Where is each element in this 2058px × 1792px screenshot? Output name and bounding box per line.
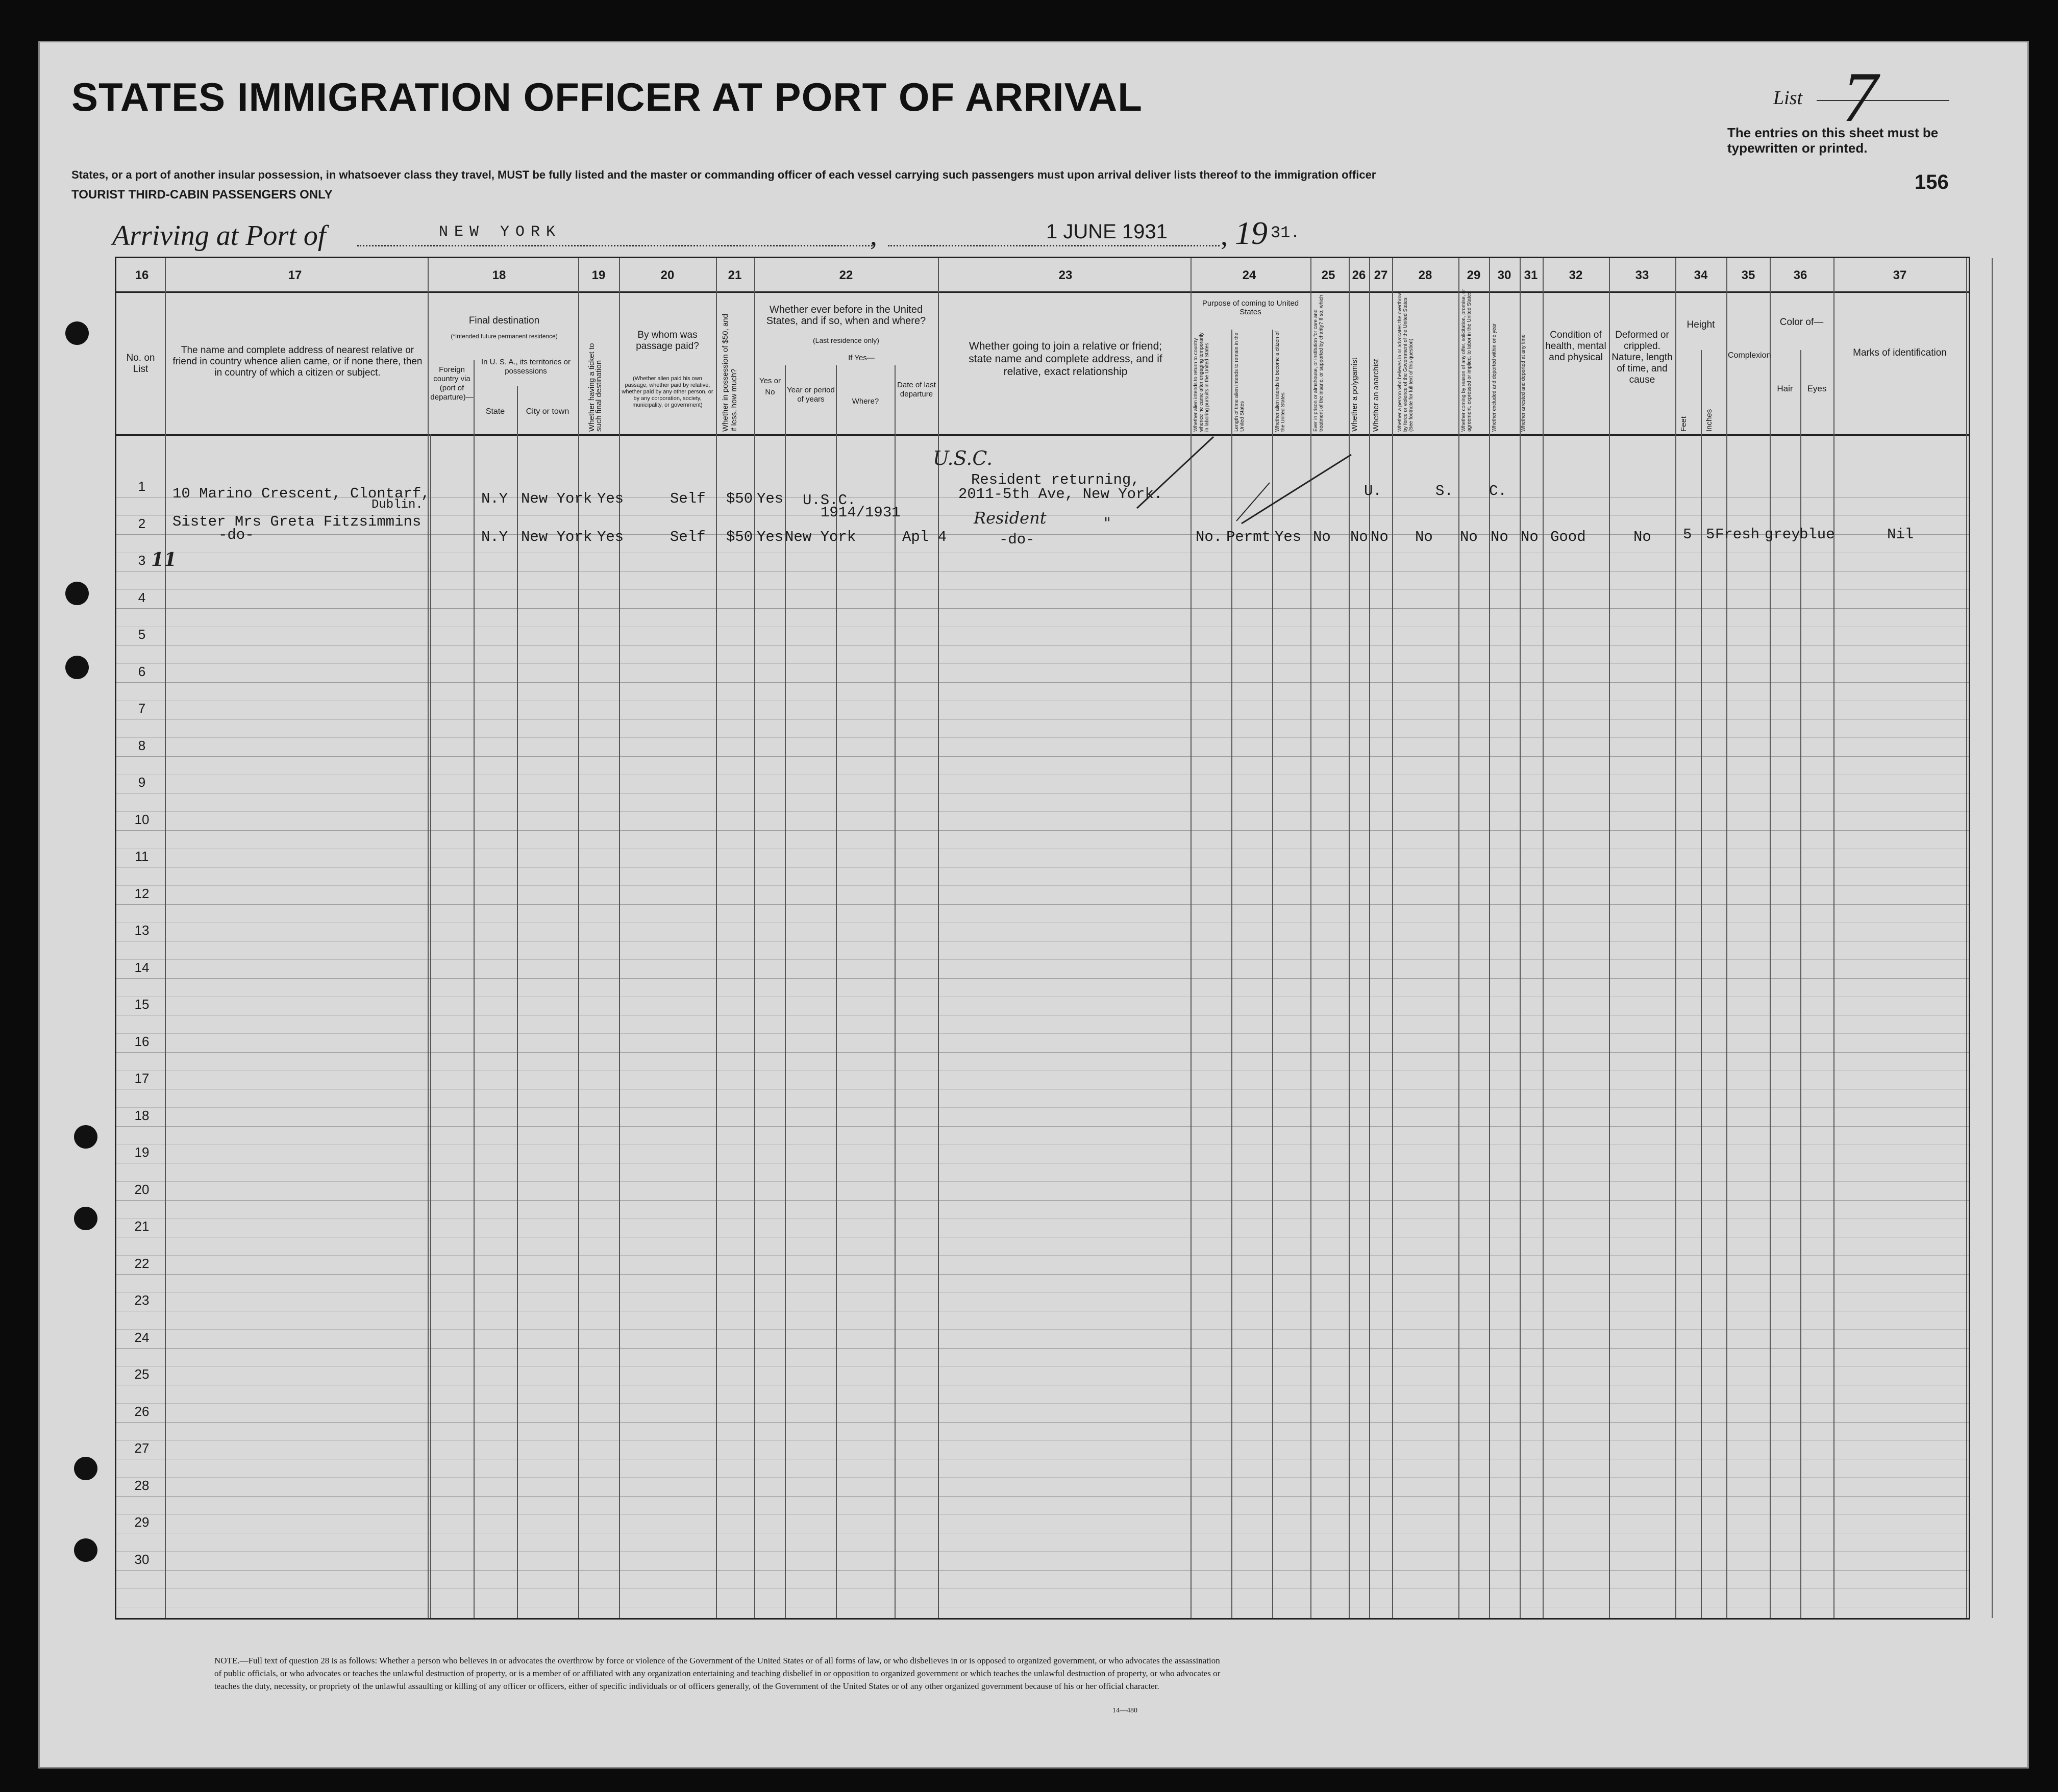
hdr-purpose-c: Whether alien intends to become a citizen of the United States bbox=[1275, 331, 1286, 432]
colnum-16: 16 bbox=[135, 268, 149, 282]
arriving-label: Arriving at Port of bbox=[112, 220, 326, 252]
hdr-year-period: Year or period of years bbox=[787, 386, 835, 404]
row-rule bbox=[116, 904, 1969, 905]
row-number: 15 bbox=[134, 997, 150, 1012]
r1-mark-u: U. bbox=[1364, 483, 1382, 500]
date-stamp: 1 JUNE 1931 bbox=[1046, 220, 1168, 243]
row-rule bbox=[116, 1181, 1969, 1182]
typed-note: The entries on this sheet must be typewritten or printed. bbox=[1727, 125, 1939, 156]
row-number: 4 bbox=[138, 589, 146, 605]
colnum-19: 19 bbox=[591, 268, 606, 282]
binder-hole bbox=[65, 321, 89, 345]
r3-mark: 11 bbox=[151, 549, 177, 570]
row-number: 12 bbox=[134, 885, 150, 901]
colnum-34: 34 bbox=[1694, 268, 1708, 282]
page-title: STATES IMMIGRATION OFFICER AT PORT OF ARRIVAL bbox=[71, 74, 1143, 119]
row-rule bbox=[116, 1514, 1969, 1515]
row-number: 22 bbox=[134, 1255, 150, 1271]
colnum-31: 31 bbox=[1524, 268, 1538, 282]
row-number: 9 bbox=[138, 775, 146, 790]
colnum-20: 20 bbox=[660, 268, 675, 282]
hdr-purpose-a: Whether alien intends to return to country whence he came after engaging temporarily in laboring pursuits in the United States bbox=[1193, 332, 1210, 432]
row-number: 27 bbox=[134, 1440, 150, 1456]
colnum-30: 30 bbox=[1497, 268, 1511, 282]
hdr-inches: Inches bbox=[1705, 409, 1714, 432]
r1-address: 10 Marino Crescent, Clontarf, bbox=[172, 485, 430, 502]
row-rule bbox=[116, 1366, 1969, 1367]
hdr-ticket: Whether having a ticket to such final destination bbox=[587, 343, 603, 432]
colnum-24: 24 bbox=[1242, 268, 1256, 282]
hdr-yes-no: Yes or No bbox=[759, 377, 781, 396]
r2-q31: No bbox=[1521, 529, 1539, 545]
row-number: 28 bbox=[134, 1477, 150, 1493]
r2-polygamist: No bbox=[1350, 529, 1368, 545]
hdr-money: Whether in possession of $50, and if less, how much? bbox=[721, 314, 738, 432]
list-number: 7 bbox=[1842, 58, 1878, 137]
colnum-26: 26 bbox=[1352, 268, 1366, 282]
hdr-marks: Marks of identification bbox=[1853, 347, 1947, 358]
date-line bbox=[888, 245, 1220, 246]
binder-hole bbox=[74, 1538, 97, 1562]
r2-paid: Self bbox=[670, 529, 706, 545]
row-rule bbox=[116, 1403, 1969, 1404]
hdr-color-of: Color of— bbox=[1779, 317, 1824, 328]
hdr-q30: Whether excluded and deported within one year bbox=[1492, 323, 1497, 432]
row-number: 21 bbox=[134, 1218, 150, 1234]
hdr-final-destination-sub: (*Intended future permanent residence) bbox=[451, 333, 558, 340]
hdr-state: State bbox=[485, 407, 505, 416]
form-number: 14—480 bbox=[1112, 1707, 1137, 1714]
hdr-passage-paid-sub: (Whether alien paid his own passage, whether paid by relative, whether paid by any other person, or by any corporation, society, municipality, or government) bbox=[622, 376, 713, 408]
colnum-18: 18 bbox=[492, 268, 506, 282]
r2-resident-hand: Resident bbox=[974, 508, 1047, 528]
r2-ditto: -do- bbox=[218, 527, 254, 543]
colnum-21: 21 bbox=[728, 268, 742, 282]
r2-eyes: blue bbox=[1799, 526, 1835, 543]
hdr-q29: Whether coming by reason of any offer, solicitation, promise, or agreement, expressed or implied, to labor in the United States bbox=[1461, 289, 1472, 432]
hdr-feet: Feet bbox=[1679, 416, 1688, 432]
colnum-23: 23 bbox=[1058, 268, 1073, 282]
row-rule bbox=[116, 1551, 1969, 1552]
r1-join: Resident returning, bbox=[971, 471, 1140, 488]
hdr-purpose-b: Length of time alien intends to remain in the United States bbox=[1234, 332, 1245, 432]
row-rule bbox=[116, 811, 1969, 812]
row-number: 29 bbox=[134, 1514, 150, 1530]
row-rule bbox=[116, 1348, 1969, 1349]
year-suffix: 31. bbox=[1271, 223, 1300, 242]
binder-hole bbox=[65, 582, 89, 605]
r1-mark-c: C. bbox=[1489, 483, 1507, 500]
r2-complexion: Fresh bbox=[1715, 526, 1760, 543]
row-number: 23 bbox=[134, 1292, 150, 1308]
r1-address-line2: Dublin. bbox=[371, 498, 423, 512]
row-rule bbox=[116, 885, 1969, 886]
binder-hole bbox=[74, 1207, 97, 1230]
r2-q30: No bbox=[1491, 529, 1508, 545]
hdr-if-yes: If Yes— bbox=[848, 354, 875, 362]
r2-purpose: No. bbox=[1196, 529, 1223, 545]
year-prefix: 19 bbox=[1235, 215, 1268, 251]
colnum-28: 28 bbox=[1418, 268, 1432, 282]
row-rule bbox=[116, 1052, 1969, 1053]
row-number: 7 bbox=[138, 701, 146, 716]
row-number: 6 bbox=[138, 663, 146, 679]
hdr-prison: Ever in prison or almshouse, or institution for care and treatment of the insane, or supported by charity? If so, which bbox=[1313, 295, 1324, 432]
binder-hole bbox=[74, 1457, 97, 1480]
hdr-relative-address: The name and complete address of nearest relative or friend in country whence alien came, or if none there, then in country of which a citizen or subject. bbox=[172, 345, 423, 378]
r2-anarchist: No bbox=[1371, 529, 1388, 545]
colnum-25: 25 bbox=[1321, 268, 1335, 282]
row-number: 25 bbox=[134, 1366, 150, 1382]
port-line bbox=[357, 245, 873, 246]
r2-hair: grey bbox=[1765, 526, 1800, 543]
r2-prison: No bbox=[1313, 529, 1331, 545]
row-rule bbox=[116, 737, 1969, 738]
footnote: NOTE.—Full text of question 28 is as follows: Whether a person who believes in or advocates the overthrow by force or violence of the Government of the United States or of all forms of law, or who disbelieves in or is opposed to organized government, or who advocates the assassination of public officials, or who advocates or teaches the unlawful destruction of property, or is a member of or affiliated with any organization entertaining and teaching disbelief in or opposition to organized government or which teaches the unlawful destruction of property, or who advocates or teaches the duty, necessity, or propriety of the unlawful assaulting or killing of any officer or officers, either of specific individuals or of officers generally, of the Government of the United States or of any other organized government because of his or her official character. bbox=[214, 1656, 1221, 1691]
colnum-32: 32 bbox=[1569, 268, 1583, 282]
row-rule bbox=[116, 1570, 1969, 1571]
hdr-deformed: Deformed or crippled. Nature, length of time, and cause bbox=[1611, 330, 1673, 385]
hdr-purpose: Purpose of coming to United States bbox=[1202, 299, 1299, 316]
check-strokes bbox=[116, 258, 1969, 615]
r2-money: $50 bbox=[726, 529, 753, 545]
row-number: 11 bbox=[135, 849, 149, 864]
binder-hole bbox=[65, 656, 89, 679]
row-rule bbox=[116, 978, 1969, 979]
row-number: 13 bbox=[134, 923, 150, 938]
hdr-height: Height bbox=[1687, 319, 1715, 330]
r1-city: New York bbox=[521, 490, 592, 507]
colnum-17: 17 bbox=[288, 268, 302, 282]
row-rule bbox=[116, 756, 1969, 757]
colnum-33: 33 bbox=[1635, 268, 1649, 282]
row-rule bbox=[116, 1440, 1969, 1441]
r2-citizen: Yes bbox=[1275, 529, 1302, 545]
row-rule bbox=[116, 1107, 1969, 1108]
instructions-line bbox=[71, 168, 1376, 182]
comma-sep-2: , bbox=[1221, 220, 1228, 252]
row-rule bbox=[116, 1033, 1969, 1034]
r2-q28: No bbox=[1415, 529, 1433, 545]
r2-ticket: Yes bbox=[597, 529, 624, 545]
row-number: 16 bbox=[134, 1033, 150, 1049]
row-number: 19 bbox=[134, 1144, 150, 1160]
row-rule bbox=[116, 1126, 1969, 1127]
row-number: 10 bbox=[134, 811, 150, 827]
row-rule bbox=[116, 1200, 1969, 1201]
row-rule bbox=[116, 682, 1969, 683]
row-number: 18 bbox=[134, 1107, 150, 1123]
r1-paid: Self bbox=[670, 490, 706, 507]
r2-ditto-hand: " bbox=[1104, 514, 1111, 532]
r1-usc: U.S.C. bbox=[803, 492, 856, 509]
r1-usc-hand: U.S.C. bbox=[933, 447, 993, 469]
row-rule bbox=[116, 1218, 1969, 1219]
row-rule bbox=[116, 1496, 1969, 1497]
row-rule bbox=[116, 1292, 1969, 1293]
row-number: 3 bbox=[138, 553, 146, 568]
hdr-passage-paid: By whom was passage paid? bbox=[636, 330, 699, 352]
hdr-anarchist: Whether an anarchist bbox=[1372, 359, 1380, 432]
r1-before: Yes bbox=[757, 490, 784, 507]
hdr-complexion: Complexion bbox=[1728, 351, 1771, 360]
hdr-foreign-country: Foreign country via (port of departure)— bbox=[430, 365, 474, 402]
colnum-27: 27 bbox=[1374, 268, 1388, 282]
row-number: 1 bbox=[138, 479, 146, 494]
row-rule bbox=[116, 1255, 1969, 1256]
row-number: 26 bbox=[134, 1403, 150, 1419]
binder-hole bbox=[74, 1125, 97, 1149]
row-number: 30 bbox=[134, 1551, 150, 1567]
comma-sep: , bbox=[870, 220, 877, 252]
r2-length: Permt bbox=[1226, 529, 1271, 545]
r1-join-address: 2011-5th Ave, New York. bbox=[958, 486, 1163, 503]
r2-q29: No bbox=[1460, 529, 1478, 545]
r1-years: 1914/1931 bbox=[821, 504, 901, 521]
row-rule bbox=[116, 1329, 1969, 1330]
list-label: List bbox=[1773, 87, 1803, 109]
r2-city: New York bbox=[521, 529, 592, 545]
colnum-29: 29 bbox=[1467, 268, 1481, 282]
hdr-where: Where? bbox=[852, 397, 879, 406]
colnum-35: 35 bbox=[1741, 268, 1755, 282]
r2-state: N.Y bbox=[481, 529, 508, 545]
manifest-table bbox=[115, 257, 1970, 1620]
row-rule bbox=[116, 959, 1969, 960]
hdr-city: City or town bbox=[526, 407, 569, 416]
hdr-join-relative: Whether going to join a relative or friend; state name and complete address, and if relative, exact relationship bbox=[969, 340, 1162, 378]
page-number: 156 bbox=[1915, 171, 1949, 193]
r2-deformed: No bbox=[1633, 529, 1651, 545]
colnum-22: 22 bbox=[839, 268, 853, 282]
row-number: 5 bbox=[138, 627, 146, 642]
class-line: TOURIST THIRD-CABIN PASSENGERS ONLY bbox=[71, 188, 333, 202]
row-number: 17 bbox=[134, 1071, 150, 1086]
hdr-eyes: Eyes bbox=[1807, 384, 1827, 393]
row-rule bbox=[116, 1274, 1969, 1275]
colnum-36: 36 bbox=[1793, 268, 1807, 282]
r1-money: $50 bbox=[726, 490, 753, 507]
hdr-final-destination: Final destination bbox=[468, 315, 540, 326]
row-number: 20 bbox=[134, 1181, 150, 1197]
r1-ticket: Yes bbox=[597, 490, 624, 507]
hdr-polygamist: Whether a polygamist bbox=[1350, 357, 1359, 432]
r2-inches: 5 bbox=[1706, 526, 1715, 543]
row-rule bbox=[116, 1588, 1969, 1589]
r2-where: New York bbox=[785, 529, 856, 545]
list-line bbox=[1817, 100, 1949, 101]
row-number: 2 bbox=[138, 515, 146, 531]
row-rule bbox=[116, 663, 1969, 664]
port-value: NEW YORK bbox=[439, 223, 562, 241]
hdr-before-in-us-sub: (Last residence only) bbox=[813, 336, 879, 344]
row-rule bbox=[116, 830, 1969, 831]
row-number: 8 bbox=[138, 737, 146, 753]
hdr-no-on-list: No. on List bbox=[126, 353, 155, 375]
hdr-last-departure: Date of last departure bbox=[897, 381, 936, 399]
hdr-q28: Whether a person who believes in or advocates the overthrow by force or violence of the Government of the United States (See footnote for full text of this question) bbox=[1397, 291, 1414, 432]
row-rule bbox=[116, 1144, 1969, 1145]
r2-health: Good bbox=[1550, 529, 1586, 545]
r2-marks: Nil bbox=[1887, 526, 1914, 543]
r2-relative: Sister Mrs Greta Fitzsimmins bbox=[172, 513, 421, 530]
row-number: 24 bbox=[134, 1329, 150, 1345]
hdr-health: Condition of health, mental and physical bbox=[1545, 330, 1606, 363]
hdr-in-usa: In U. S. A., its territories or possessions bbox=[481, 358, 571, 376]
hdr-q31: Whether arrested and deported at any time bbox=[1521, 334, 1526, 432]
row-rule bbox=[116, 1422, 1969, 1423]
r1-state: N.Y bbox=[481, 490, 508, 507]
instructions-text: States, or a port of another insular possession, in whatsoever class they travel, MUST be fully listed and the master or commanding officer of each vessel carrying such passengers must upon arrival deliver lists thereof to the immigration officer bbox=[71, 168, 1376, 181]
r2-date: Apl 4 bbox=[902, 529, 947, 545]
r1-mark-s: S. bbox=[1435, 483, 1453, 500]
colnum-37: 37 bbox=[1893, 268, 1907, 282]
r2-feet: 5 bbox=[1683, 526, 1692, 543]
hdr-before-in-us: Whether ever before in the United States, and if so, when and where? bbox=[766, 304, 926, 327]
r2-join-ditto: -do- bbox=[999, 531, 1035, 548]
row-number: 14 bbox=[134, 959, 150, 975]
row-rule bbox=[116, 1477, 1969, 1478]
r2-before: Yes bbox=[757, 529, 784, 545]
hdr-hair: Hair bbox=[1777, 384, 1793, 393]
